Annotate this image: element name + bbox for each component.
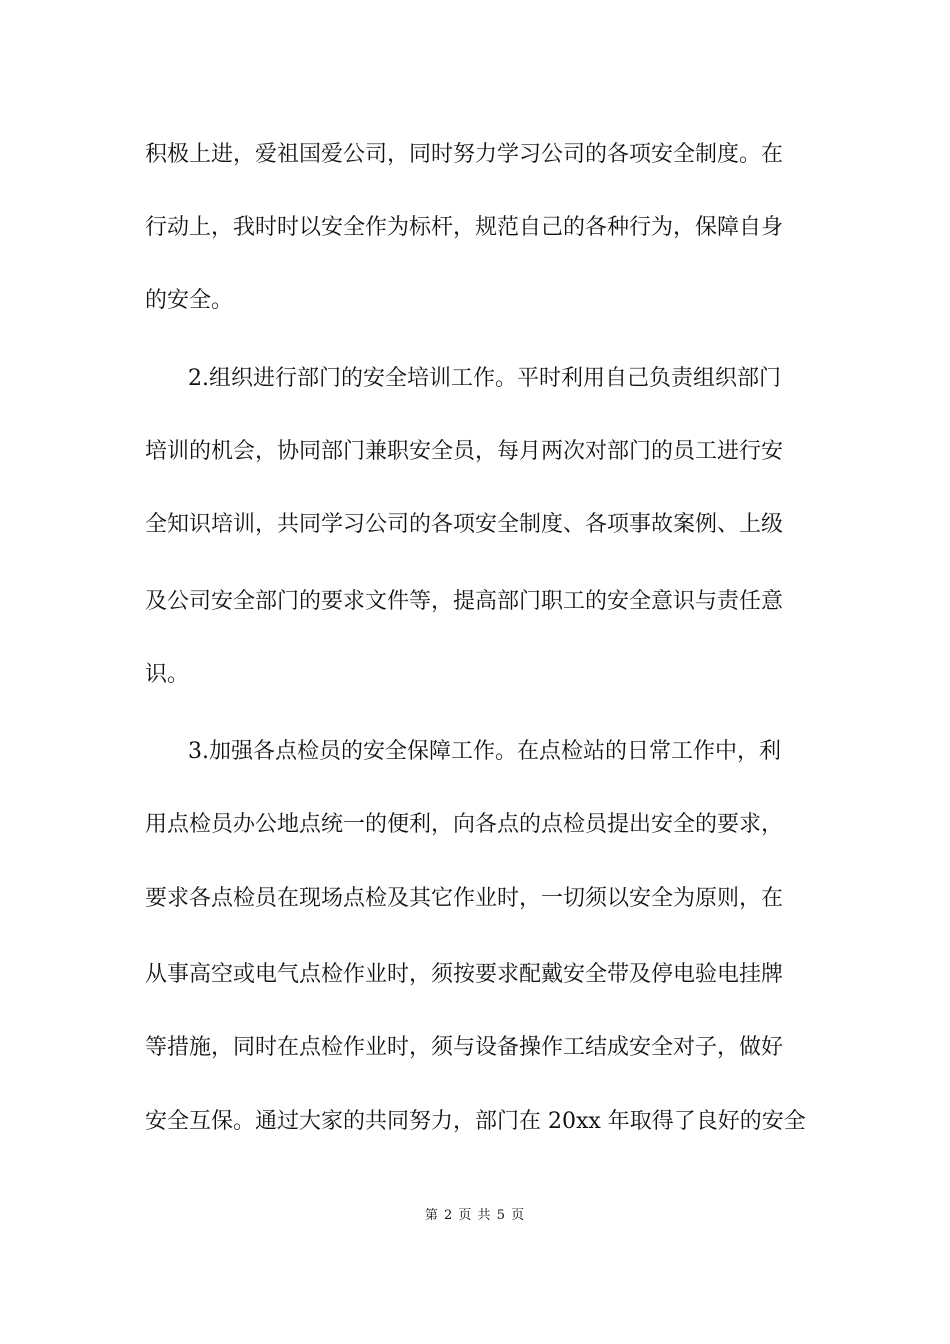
text-line-10: 用点检员办公地点统一的便利，向各点的点检员提出安全的要求， [145, 812, 784, 837]
page-number-footer: 第 2 页 共 5 页 [424, 1208, 526, 1223]
text-line-2: 行动上，我时时以安全作为标杆，规范自己的各种行为，保障自身 [145, 215, 784, 240]
text-line-8: 识。 [145, 662, 190, 687]
text-line-6: 全知识培训，共同学习公司的各项安全制度、各项事故案例、上级 [145, 512, 784, 537]
text-line-7: 及公司安全部门的要求文件等，提高部门职工的安全意识与责任意 [145, 589, 784, 614]
text-line-13: 等措施，同时在点检作业时，须与设备操作工结成安全对子，做好 [145, 1035, 784, 1060]
text-line-14: 安全互保。通过大家的共同努力，部门在 20xx 年取得了良好的安全 [145, 1109, 806, 1134]
text-line-9: 3.加强各点检员的安全保障工作。在点检站的日常工作中，利 [188, 739, 781, 764]
text-line-3: 的安全。 [145, 288, 234, 313]
text-line-11: 要求各点检员在现场点检及其它作业时，一切须以安全为原则，在 [145, 886, 784, 911]
text-line-5: 培训的机会，协同部门兼职安全员，每月两次对部门的员工进行安 [145, 439, 784, 464]
text-line-1: 积极上进，爱祖国爱公司，同时努力学习公司的各项安全制度。在 [145, 142, 784, 167]
text-line-4: 2.组织进行部门的安全培训工作。平时利用自己负责组织部门 [188, 366, 781, 391]
text-line-12: 从事高空或电气点检作业时，须按要求配戴安全带及停电验电挂牌 [145, 962, 784, 987]
